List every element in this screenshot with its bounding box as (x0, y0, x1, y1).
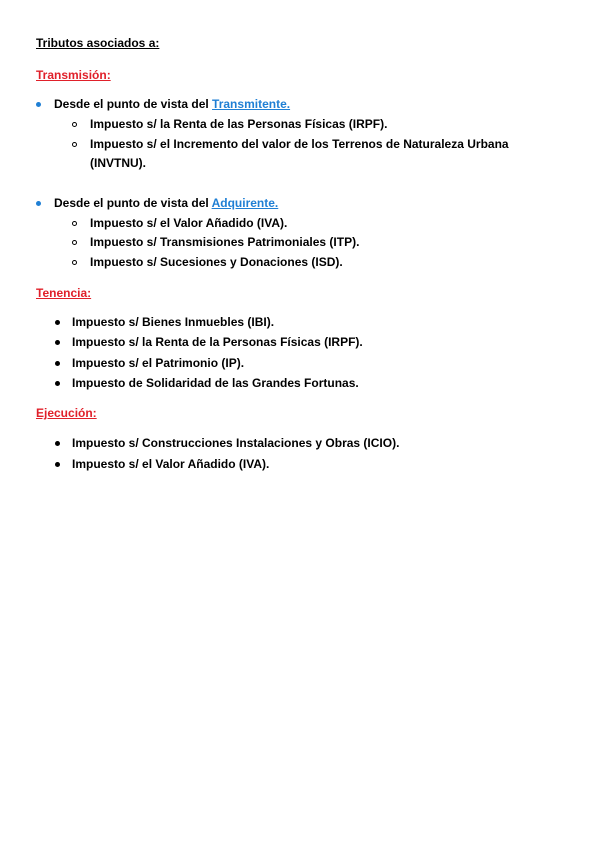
list-item-transmitente (54, 97, 290, 111)
list-item-prefix: Desde el punto de vista del (54, 97, 213, 111)
bullet-dot (55, 441, 60, 446)
sub-bullet-circle (72, 240, 77, 245)
bullet-dot (55, 462, 60, 467)
sub-bullet-circle (72, 122, 77, 127)
document-title: Tributos asociados a: (36, 36, 160, 50)
bullet-dot (55, 381, 60, 386)
list-item-adquirente (54, 196, 278, 210)
list-item-prefix: Desde el punto de vista del (54, 196, 212, 210)
section-heading-ejecucion: Ejecución: (36, 406, 97, 420)
bullet-dot (55, 320, 60, 325)
sub-item: Impuesto s/ el Incremento del valor de los Terrenos de Naturaleza Urbana (90, 137, 509, 151)
section-heading-tenencia: Tenencia: (36, 286, 92, 300)
sub-item: Impuesto s/ la Renta de las Personas Físicas (IRPF). (90, 117, 388, 131)
bullet-dot (55, 340, 60, 345)
transmitente-link[interactable]: Transmitente. (212, 97, 291, 111)
list-item: Impuesto s/ el Valor Añadido (IVA). (72, 457, 270, 471)
list-item: Impuesto s/ el Patrimonio (IP). (72, 356, 245, 370)
sub-bullet-circle (72, 142, 77, 147)
bullet-dot (36, 102, 41, 107)
sub-item: Impuesto s/ Transmisiones Patrimoniales (ITP). (90, 235, 360, 249)
sub-item: Impuesto s/ Sucesiones y Donaciones (ISD). (90, 255, 343, 269)
sub-item-continuation: (INVTNU). (90, 156, 146, 170)
bullet-dot (55, 361, 60, 366)
list-item: Impuesto de Solidaridad de las Grandes Fortunas. (72, 376, 359, 390)
bullet-dot (36, 201, 41, 206)
sub-item: Impuesto s/ el Valor Añadido (IVA). (90, 216, 288, 230)
list-item: Impuesto s/ Construcciones Instalaciones y Obras (ICIO). (72, 436, 400, 450)
section-heading-transmision: Transmisión: (36, 68, 111, 82)
sub-bullet-circle (72, 221, 77, 226)
list-item: Impuesto s/ la Renta de la Personas Físicas (IRPF). (72, 335, 363, 349)
sub-bullet-circle (72, 260, 77, 265)
list-item: Impuesto s/ Bienes Inmuebles (IBI). (72, 315, 275, 329)
adquirente-link[interactable]: Adquirente. (211, 196, 279, 210)
